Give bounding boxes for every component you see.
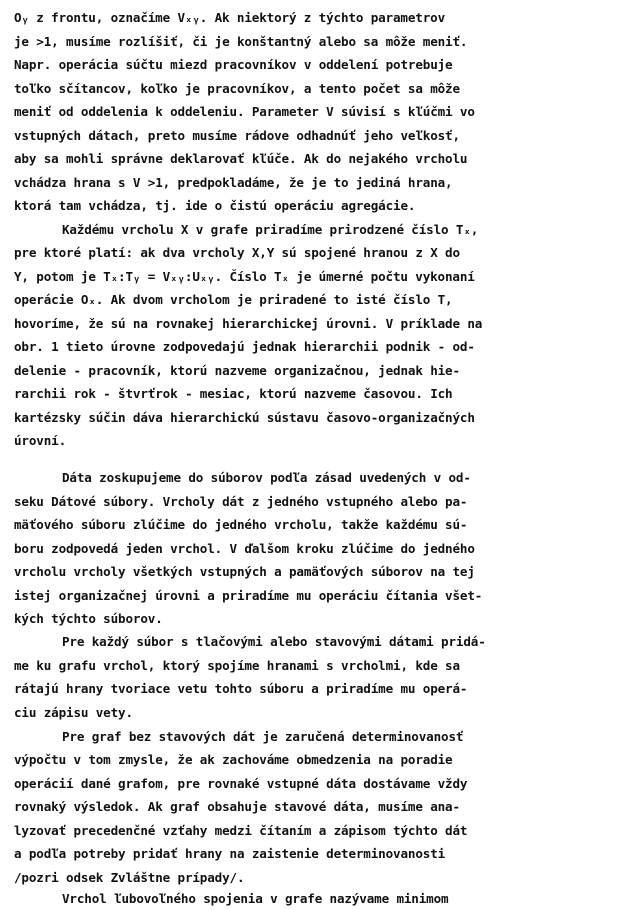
text-line: hovoríme, že sú na rovnakej hierarchickej úrovni. V príklade na [14,316,483,331]
text-line: seku Dátové súbory. Vrcholy dát z jedného vstupného alebo pa- [14,494,468,509]
text-line: meniť od oddelenia k oddeleniu. Parameter V súvisí s kľúčmi vo [14,104,475,119]
text-line: Oᵧ z frontu, označíme Vₓᵧ. Ak niektorý z týchto parametrov [14,10,446,25]
text-line: /pozri odsek Zvláštne prípady/. [14,870,245,885]
text-line: Y, potom je Tₓ:Tᵧ = Vₓᵧ:Uₓᵧ. Číslo Tₓ je úmerné počtu vykonaní [14,269,475,284]
text-line: toľko sčítancov, koľko je pracovníkov, a tento počet sa môže [14,81,460,96]
text-line: delenie - pracovník, ktorú nazveme organizačnou, jednak hie- [14,363,460,378]
text-line: výpočtu v tom zmysle, že ak zachováme obmedzenia na poradie [14,752,453,767]
text-line: pre ktoré platí: ak dva vrcholy X,Y sú spojené hranou z X do [14,245,460,260]
text-line: je >1, musíme rozlíšiť, či je konštantný alebo sa môže meniť. [14,34,468,49]
text-line: úrovní. [14,433,67,448]
text-line: rarchii rok - štvrťrok - mesiac, ktorú nazveme časovou. Ich [14,386,453,401]
text-line: kých týchto súborov. [14,611,163,626]
text-line: lyzovať precedenčné vzťahy medzi čítaním a zápisom týchto dát [14,823,468,838]
text-line: Napr. operácia súčtu miezd pracovníkov v oddelení potrebuje [14,57,453,72]
text-line: boru zodpovedá jeden vrchol. V ďalšom kroku zlúčime do jedného [14,541,475,556]
text-line: aby sa mohli správne deklarovať kľúče. Ak do nejakého vrcholu [14,151,468,166]
text-line: obr. 1 tieto úrovne zodpovedajú jednak hierarchii podnik - od- [14,339,475,354]
text-line: rátajú hrany tvoriace vetu tohto súboru a priradíme mu operá- [14,681,468,696]
paragraph-first-line: Pre každý súbor s tlačovými alebo stavovými dátami pridá- [62,634,486,649]
text-line: ktorá tam vchádza, tj. ide o čistú operáciu agregácie. [14,198,416,213]
paragraph-first-line: Pre graf bez stavových dát je zaručená determinovanosť [62,729,464,744]
text-line: operácie Oₓ. Ak dvom vrcholom je priradené to isté číslo T, [14,292,453,307]
paragraph-first-line: Každému vrcholu X v grafe priradíme prirodzené číslo Tₓ, [62,222,479,237]
text-line: vrcholu vrcholy všetkých vstupných a pamäťových súborov na tej [14,564,475,579]
paragraph-first-line: Dáta zoskupujeme do súborov podľa zásad uvedených v od- [62,470,471,485]
text-line: mäťového súboru zlúčime do jedného vrcholu, takže každému sú- [14,517,468,532]
text-line: me ku grafu vrchol, ktorý spojíme hranami s vrcholmi, kde sa [14,658,460,673]
text-line: a podľa potreby pridať hrany na zaistenie determinovanosti [14,846,446,861]
text-line: vchádza hrana s V >1, predpokladáme, že je to jediná hrana, [14,175,453,190]
text-line: rovnaký výsledok. Ak graf obsahuje stavové dáta, musíme ana- [14,799,460,814]
text-line: vstupných dátach, preto musíme rádove odhadnúť jeho veľkosť, [14,128,460,143]
text-line: kartézsky súčin dáva hierarchickú sústavu časovo-organizačných [14,410,475,425]
text-line: ciu zápisu vety. [14,705,133,720]
paragraph-first-line: Vrchol ľubovoľného spojenia v grafe nazývame minimom [62,891,449,906]
text-line: operácií dané grafom, pre rovnaké vstupné dáta dostávame vždy [14,776,468,791]
text-line: istej organizačnej úrovni a priradíme mu operáciu čítania všet- [14,588,483,603]
